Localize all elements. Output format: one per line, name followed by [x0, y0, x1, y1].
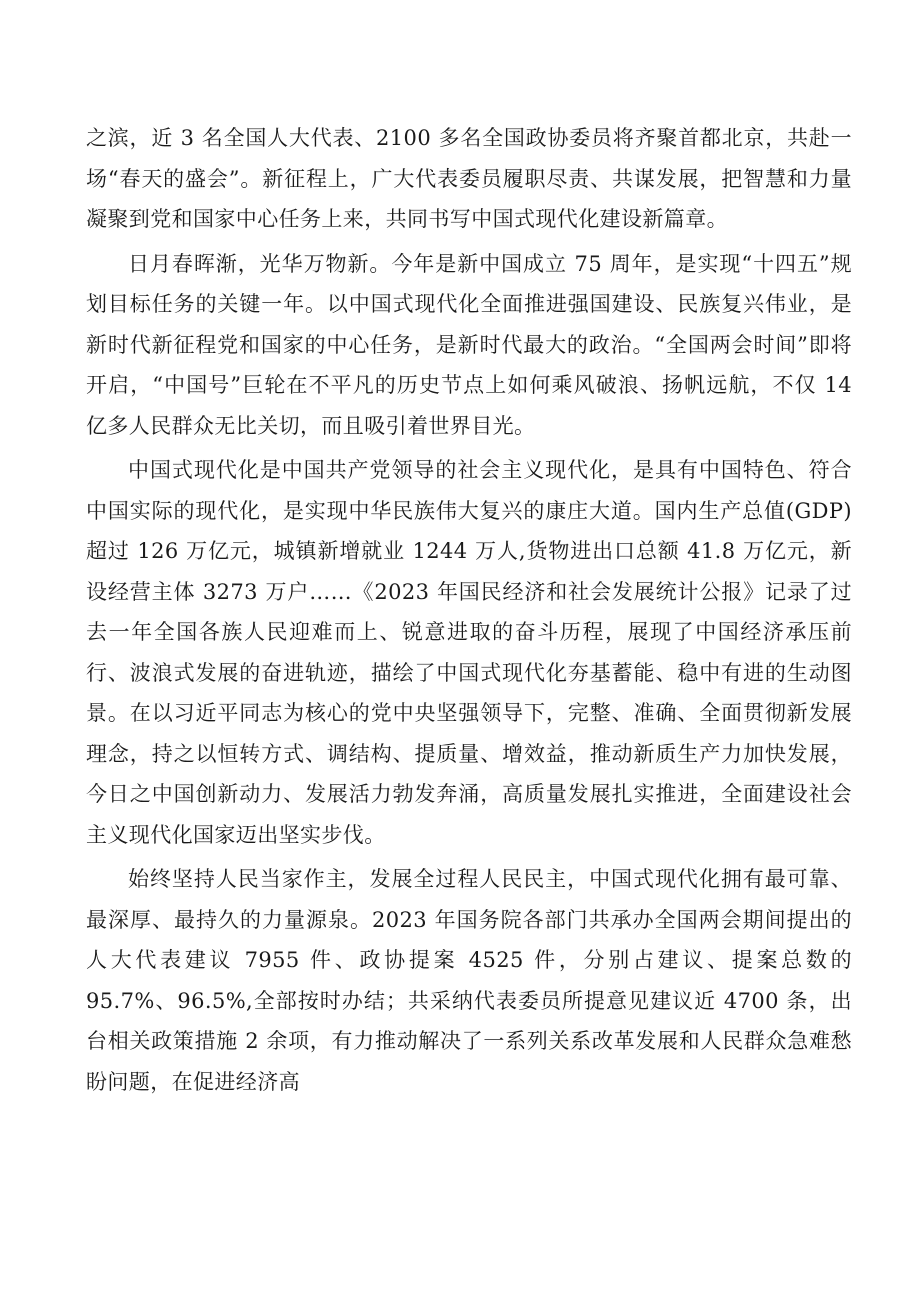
paragraph: 中国式现代化是中国共产党领导的社会主义现代化，是具有中国特色、符合中国实际的现代化，是实现中华民族伟大复兴的康庄大道。国内生产总值(GDP)超过 126 万亿元，城镇新增就业 1244 万人,货物进出口总额 41.8 万亿元，新设经营主体 3273 万户……《2023 年国民经济和社会发展统计公报》记录了过去一年全国各族人民迎难而上、锐意进取的奋斗历程，展现了中国经济承压前行、波浪式发展的奋进轨迹，描绘了中国式现代化夯基蓄能、稳中有进的生动图景。在以习近平同志为核心的党中央坚强领导下，完整、准确、全面贯彻新发展理念，持之以恒转方式、调结构、提质量、增效益，推动新质生产力加快发展，今日之中国创新动力、发展活力勃发奔涌，高质量发展扎实推进，全面建设社会主义现代化国家迈出坚实步伐。	[86, 458, 852, 847]
paragraph-continued: 之滨，近 3 名全国人大代表、2100 多名全国政协委员将齐聚首都北京，共赴一场“春天的盛会”。新征程上，广大代表委员履职尽责、共谋发展，把智慧和力量凝聚到党和国家中心任务上来，共同书写中国式现代化建设新篇章。	[86, 126, 852, 231]
paragraph: 日月春晖渐，光华万物新。今年是新中国成立 75 周年，是实现“十四五”规划目标任务的关键一年。以中国式现代化全面推进强国建设、民族复兴伟业，是新时代新征程党和国家的中心任务，是新时代最大的政治。“全国两会时间”即将开启，“中国号”巨轮在不平凡的历史节点上如何乘风破浪、扬帆远航，不仅 14 亿多人民群众无比关切，而且吸引着世界目光。	[86, 251, 852, 438]
document-body	[86, 118, 852, 1106]
paragraph: 始终坚持人民当家作主，发展全过程人民民主，中国式现代化拥有最可靠、最深厚、最持久的力量源泉。2023 年国务院各部门共承办全国两会期间提出的人大代表建议 7955 件、政协提案 4525 件，分别占建议、提案总数的 95.7%、96.5%,全部按时办结；共采纳代表委员所提意见建议近 4700 条，出台相关政策措施 2 余项，有力推动解决了一系列关系改革发展和人民群众急难愁盼问题，在促进经济高	[86, 867, 852, 1094]
